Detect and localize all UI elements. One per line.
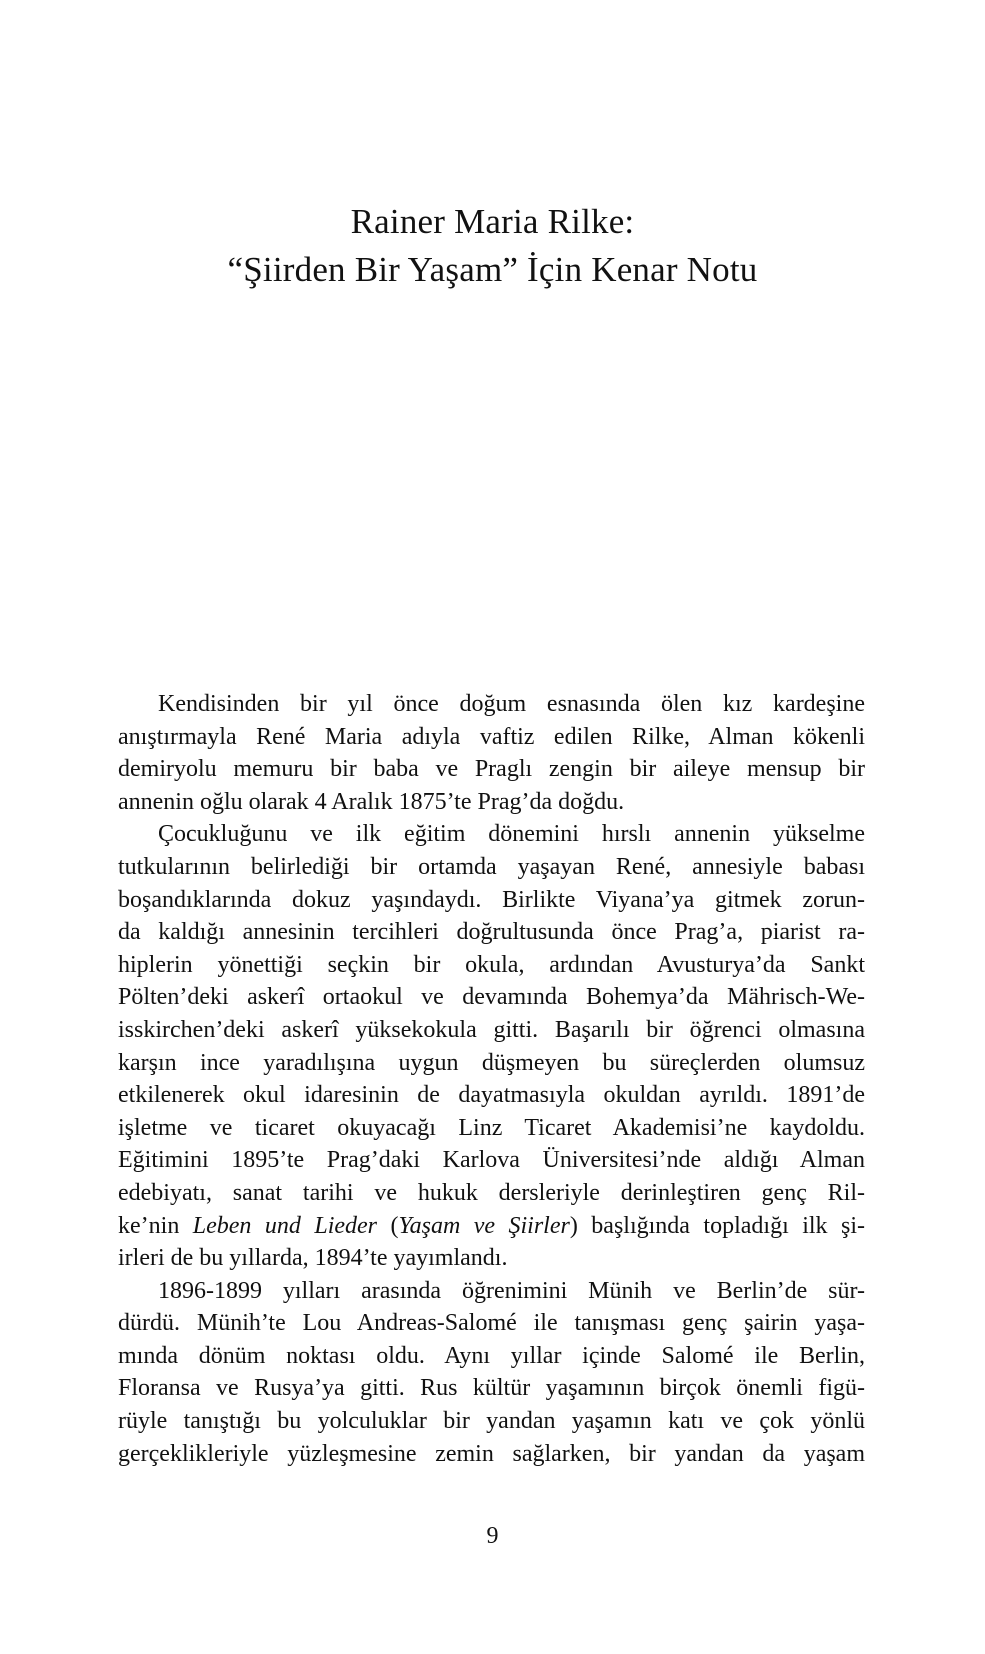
text-line: dürdü. Münih’te Lou Andreas-Salomé ile tanışması genç şairin yaşa- xyxy=(118,1310,865,1337)
page-number: 9 xyxy=(486,1523,499,1549)
text-line: Floransa ve Rusya’ya gitti. Rus kültür yaşamının birçok önemli figü- xyxy=(118,1375,865,1402)
text-line: irleri de bu yıllarda, 1894’te yayımlandı. xyxy=(118,1245,508,1272)
text-line: ke’nin Leben und Lieder (Yaşam ve Şiirler) başlığında topladığı ilk şi- xyxy=(118,1212,865,1239)
text-line: isskirchen’deki askerî yüksekokula gitti. Başarılı bir öğrenci olmasına xyxy=(118,1016,865,1043)
text-line: Kendisinden bir yıl önce doğum esnasında ölen kız kardeşine xyxy=(158,691,865,717)
chapter-title-line-2: “Şiirden Bir Yaşam” İçin Kenar Notu xyxy=(227,250,758,289)
text-line: tutkularının belirlediği bir ortamda yaşayan René, annesiyle babası xyxy=(118,853,865,880)
text-line: edebiyatı, sanat tarihi ve hukuk dersleriyle derinleştiren genç Ril- xyxy=(118,1179,865,1206)
text-line: anıştırmayla René Maria adıyla vaftiz edilen Rilke, Alman kökenli xyxy=(118,723,865,750)
text-line: hiplerin yönettiği seçkin bir okula, ardından Avusturya’da Sankt xyxy=(118,951,865,978)
chapter-title-line-1: Rainer Maria Rilke: xyxy=(350,202,635,241)
text-line: Çocukluğunu ve ilk eğitim dönemini hırslı annenin yükselme xyxy=(158,821,865,848)
text-line: etkilenerek okul idaresinin de dayatmasıyla okuldan ayrıldı. 1891’de xyxy=(118,1082,865,1109)
text-line: da kaldığı annesinin tercihleri doğrultusunda önce Prag’a, piarist ra- xyxy=(118,919,865,946)
text-line: Eğitimini 1895’te Prag’daki Karlova Üniversitesi’nde aldığı Alman xyxy=(118,1147,865,1174)
text-line: gerçeklikleriyle yüzleşmesine zemin sağlarken, bir yandan da yaşam xyxy=(118,1440,865,1467)
text-line: demiryolu memuru bir baba ve Praglı zengin bir aileye mensup bir xyxy=(118,756,865,783)
chapter-title xyxy=(0,198,985,294)
text-line: boşandıklarında dokuz yaşındaydı. Birlikte Viyana’ya gitmek zorun- xyxy=(118,886,865,913)
text-line: karşın ince yaradılışına uygun düşmeyen bu süreçlerden olumsuz xyxy=(118,1049,865,1076)
text-line: Pölten’deki askerî ortaokul ve devamında Bohemya’da Mährisch-We- xyxy=(118,984,865,1011)
text-line: işletme ve ticaret okuyacağı Linz Ticaret Akademisi’ne kaydoldu. xyxy=(118,1114,865,1141)
text-line: mında dönüm noktası oldu. Aynı yıllar içinde Salomé ile Berlin, xyxy=(118,1342,865,1369)
text-line: rüyle tanıştığı bu yolculuklar bir yandan yaşamın katı ve çok yönlü xyxy=(118,1408,865,1435)
body-text xyxy=(118,688,865,1470)
text-line: annenin oğlu olarak 4 Aralık 1875’te Prag’da doğdu. xyxy=(118,788,625,815)
text-line: 1896-1899 yılları arasında öğrenimini Münih ve Berlin’de sür- xyxy=(158,1277,865,1304)
